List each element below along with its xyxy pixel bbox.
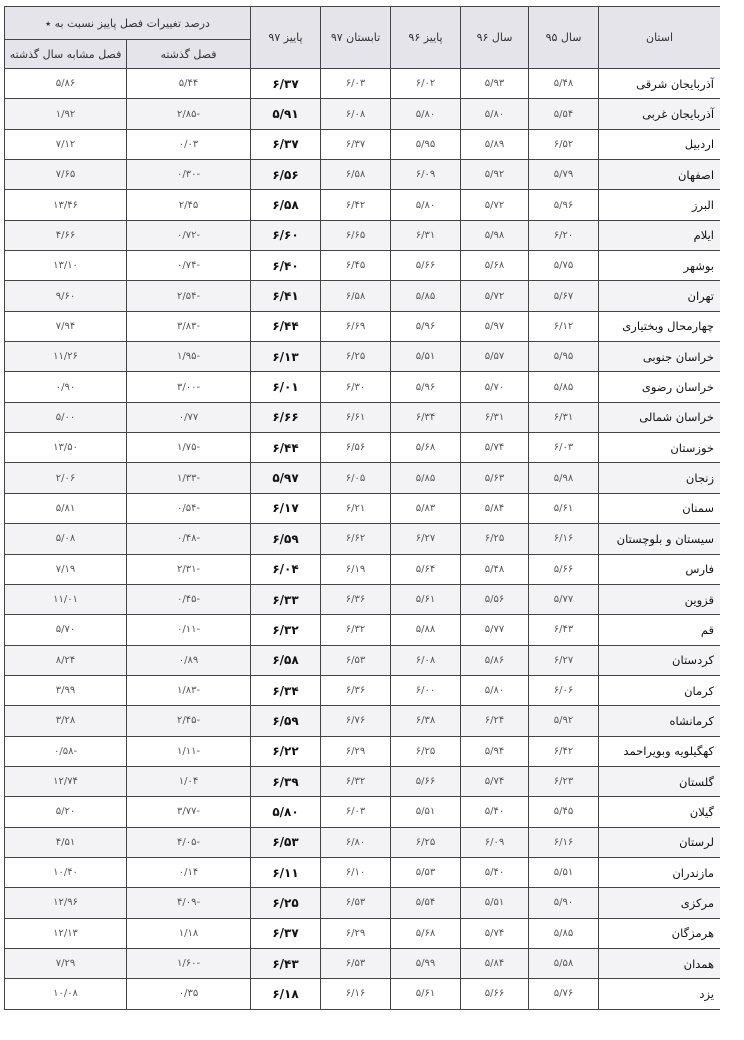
cell-autumn-96: ۵/۸۰: [391, 190, 461, 220]
cell-autumn-97: ۶/۴۴: [251, 311, 321, 341]
cell-summer-97: ۶/۵۸: [321, 281, 391, 311]
table-row: [5, 69, 721, 99]
cell-change-prev-season: -۴/۰۵: [127, 827, 251, 857]
cell-year-95: ۵/۵۴: [529, 99, 599, 129]
table-row: [5, 129, 721, 159]
cell-province: هرمزگان: [599, 918, 720, 948]
table-row: [5, 736, 721, 766]
cell-autumn-97: ۶/۱۳: [251, 342, 321, 372]
cell-change-prev-season: -۳/۰۰: [127, 372, 251, 402]
cell-year-95: ۵/۵۸: [529, 948, 599, 978]
cell-change-same-season: ۱/۹۲: [5, 99, 127, 129]
cell-autumn-97: ۶/۳۴: [251, 675, 321, 705]
table-row: [5, 281, 721, 311]
cell-autumn-96: ۵/۸۰: [391, 99, 461, 129]
cell-year-95: ۶/۰۶: [529, 675, 599, 705]
cell-change-prev-season: -۰/۷۲: [127, 220, 251, 250]
cell-summer-97: ۶/۶۵: [321, 220, 391, 250]
cell-province: گلستان: [599, 766, 720, 796]
cell-autumn-96: ۶/۰۹: [391, 160, 461, 190]
cell-change-same-season: ۱۳/۱۰: [5, 251, 127, 281]
cell-autumn-97: ۶/۵۶: [251, 160, 321, 190]
cell-year-96: ۵/۶۶: [461, 979, 529, 1009]
cell-province: چهارمحال وبختیاری: [599, 311, 720, 341]
cell-autumn-96: ۶/۳۱: [391, 220, 461, 250]
cell-change-prev-season: -۲/۵۴: [127, 281, 251, 311]
province-stats-table: [4, 6, 720, 1010]
cell-change-same-season: ۴/۵۱: [5, 827, 127, 857]
cell-province: کهگیلویه وبویراحمد: [599, 736, 720, 766]
table-row: [5, 190, 721, 220]
cell-change-same-season: ۷/۱۲: [5, 129, 127, 159]
cell-province: مرکزی: [599, 888, 720, 918]
cell-change-prev-season: ۱/۰۴: [127, 766, 251, 796]
cell-summer-97: ۶/۲۹: [321, 736, 391, 766]
cell-province: کرمانشاه: [599, 706, 720, 736]
table-row: [5, 311, 721, 341]
cell-year-96: ۵/۷۴: [461, 766, 529, 796]
cell-year-95: ۵/۸۵: [529, 372, 599, 402]
cell-autumn-97: ۶/۵۹: [251, 706, 321, 736]
cell-year-95: ۵/۶۶: [529, 554, 599, 584]
cell-autumn-97: ۶/۶۶: [251, 402, 321, 432]
cell-change-prev-season: -۱/۶۰: [127, 948, 251, 978]
table-row: [5, 706, 721, 736]
cell-autumn-97: ۶/۱۸: [251, 979, 321, 1009]
header-autumn-96: پاییز ۹۶: [391, 7, 461, 69]
cell-autumn-97: ۶/۵۸: [251, 190, 321, 220]
cell-autumn-97: ۶/۰۱: [251, 372, 321, 402]
cell-year-95: ۵/۶۷: [529, 281, 599, 311]
cell-summer-97: ۶/۳۲: [321, 766, 391, 796]
cell-change-prev-season: -۰/۷۴: [127, 251, 251, 281]
cell-autumn-97: ۶/۵۳: [251, 827, 321, 857]
cell-year-95: ۶/۴۳: [529, 615, 599, 645]
cell-year-96: ۶/۰۹: [461, 827, 529, 857]
table-row: [5, 857, 721, 887]
cell-autumn-97: ۶/۶۰: [251, 220, 321, 250]
cell-year-95: ۵/۹۸: [529, 463, 599, 493]
cell-summer-97: ۶/۳۶: [321, 675, 391, 705]
cell-change-same-season: ۳/۹۹: [5, 675, 127, 705]
cell-year-95: ۶/۲۷: [529, 645, 599, 675]
table-body: [5, 69, 721, 1010]
cell-province: اصفهان: [599, 160, 720, 190]
cell-summer-97: ۶/۳۲: [321, 615, 391, 645]
cell-year-95: ۶/۴۲: [529, 736, 599, 766]
cell-year-95: ۵/۹۶: [529, 190, 599, 220]
cell-change-same-season: ۱۰/۴۰: [5, 857, 127, 887]
cell-summer-97: ۶/۵۳: [321, 645, 391, 675]
cell-summer-97: ۶/۰۸: [321, 99, 391, 129]
cell-autumn-96: ۵/۹۹: [391, 948, 461, 978]
cell-autumn-97: ۶/۳۷: [251, 129, 321, 159]
cell-autumn-96: ۵/۹۶: [391, 372, 461, 402]
table-row: [5, 584, 721, 614]
cell-autumn-96: ۵/۵۱: [391, 797, 461, 827]
header-year-95: سال ۹۵: [529, 7, 599, 69]
cell-autumn-97: ۶/۲۲: [251, 736, 321, 766]
cell-province: خراسان شمالی: [599, 402, 720, 432]
cell-summer-97: ۶/۶۱: [321, 402, 391, 432]
table-row: [5, 948, 721, 978]
cell-summer-97: ۶/۲۹: [321, 918, 391, 948]
cell-autumn-97: ۶/۴۰: [251, 251, 321, 281]
cell-autumn-96: ۶/۳۸: [391, 706, 461, 736]
cell-summer-97: ۶/۲۵: [321, 342, 391, 372]
cell-autumn-97: ۶/۰۴: [251, 554, 321, 584]
cell-change-same-season: ۷/۲۹: [5, 948, 127, 978]
cell-province: سیستان و بلوچستان: [599, 524, 720, 554]
cell-province: یزد: [599, 979, 720, 1009]
cell-province: بوشهر: [599, 251, 720, 281]
table-row: [5, 918, 721, 948]
cell-change-same-season: ۵/۸۱: [5, 493, 127, 523]
cell-year-95: ۶/۱۶: [529, 827, 599, 857]
cell-change-same-season: ۲/۰۶: [5, 463, 127, 493]
cell-year-95: ۵/۴۸: [529, 69, 599, 99]
header-autumn-97: پاییز ۹۷: [251, 7, 321, 69]
cell-province: البرز: [599, 190, 720, 220]
table-row: [5, 433, 721, 463]
cell-province: گیلان: [599, 797, 720, 827]
cell-change-same-season: -۰/۵۸: [5, 736, 127, 766]
cell-year-96: ۵/۷۲: [461, 281, 529, 311]
cell-year-95: ۵/۷۵: [529, 251, 599, 281]
cell-change-same-season: ۰/۹۰: [5, 372, 127, 402]
cell-change-same-season: ۴/۶۶: [5, 220, 127, 250]
cell-change-prev-season: ۱/۱۸: [127, 918, 251, 948]
cell-change-same-season: ۱۳/۵۰: [5, 433, 127, 463]
cell-change-same-season: ۱۲/۹۶: [5, 888, 127, 918]
cell-change-same-season: ۵/۰۰: [5, 402, 127, 432]
cell-autumn-96: ۵/۶۶: [391, 766, 461, 796]
cell-year-96: ۶/۲۴: [461, 706, 529, 736]
table-row: [5, 220, 721, 250]
cell-autumn-96: ۵/۵۱: [391, 342, 461, 372]
cell-year-95: ۵/۴۵: [529, 797, 599, 827]
table-row: [5, 99, 721, 129]
table-row: [5, 615, 721, 645]
cell-change-same-season: ۱۱/۲۶: [5, 342, 127, 372]
header-year-96: سال ۹۶: [461, 7, 529, 69]
cell-autumn-97: ۶/۱۷: [251, 493, 321, 523]
table-row: [5, 888, 721, 918]
cell-change-prev-season: -۲/۳۱: [127, 554, 251, 584]
cell-change-same-season: ۱۲/۱۳: [5, 918, 127, 948]
table-row: [5, 463, 721, 493]
cell-change-same-season: ۳/۲۸: [5, 706, 127, 736]
cell-autumn-96: ۵/۶۴: [391, 554, 461, 584]
cell-change-prev-season: ۲/۴۵: [127, 190, 251, 220]
cell-year-96: ۶/۲۵: [461, 524, 529, 554]
cell-year-96: ۵/۵۱: [461, 888, 529, 918]
cell-summer-97: ۶/۰۵: [321, 463, 391, 493]
cell-change-same-season: ۱۳/۴۶: [5, 190, 127, 220]
cell-autumn-96: ۶/۰۸: [391, 645, 461, 675]
cell-change-prev-season: ۰/۳۵: [127, 979, 251, 1009]
cell-change-prev-season: -۴/۰۹: [127, 888, 251, 918]
cell-province: قم: [599, 615, 720, 645]
cell-autumn-96: ۶/۳۴: [391, 402, 461, 432]
cell-year-96: ۵/۴۰: [461, 857, 529, 887]
table-row: [5, 675, 721, 705]
table-row: [5, 979, 721, 1009]
cell-autumn-97: ۶/۴۴: [251, 433, 321, 463]
cell-province: آذربایجان غربی: [599, 99, 720, 129]
cell-year-95: ۶/۱۶: [529, 524, 599, 554]
cell-province: لرستان: [599, 827, 720, 857]
cell-autumn-97: ۶/۱۱: [251, 857, 321, 887]
cell-year-95: ۶/۲۰: [529, 220, 599, 250]
cell-summer-97: ۶/۵۶: [321, 433, 391, 463]
cell-change-prev-season: -۰/۴۵: [127, 584, 251, 614]
table-row: [5, 372, 721, 402]
cell-autumn-97: ۶/۳۲: [251, 615, 321, 645]
cell-change-same-season: ۷/۱۹: [5, 554, 127, 584]
cell-year-96: ۵/۸۰: [461, 99, 529, 129]
table-row: [5, 493, 721, 523]
cell-change-prev-season: -۳/۸۳: [127, 311, 251, 341]
cell-year-96: ۵/۷۲: [461, 190, 529, 220]
cell-year-96: ۵/۷۷: [461, 615, 529, 645]
cell-summer-97: ۶/۷۶: [321, 706, 391, 736]
cell-summer-97: ۶/۳۶: [321, 584, 391, 614]
cell-summer-97: ۶/۵۸: [321, 160, 391, 190]
cell-year-95: ۵/۷۹: [529, 160, 599, 190]
cell-year-96: ۵/۹۷: [461, 311, 529, 341]
cell-change-same-season: ۱۰/۰۸: [5, 979, 127, 1009]
cell-autumn-96: ۵/۸۵: [391, 463, 461, 493]
cell-year-96: ۵/۶۸: [461, 251, 529, 281]
cell-autumn-96: ۵/۹۵: [391, 129, 461, 159]
cell-change-same-season: ۵/۸۶: [5, 69, 127, 99]
cell-change-prev-season: -۰/۴۸: [127, 524, 251, 554]
cell-summer-97: ۶/۱۶: [321, 979, 391, 1009]
cell-year-95: ۵/۵۱: [529, 857, 599, 887]
cell-change-prev-season: ۰/۱۴: [127, 857, 251, 887]
cell-year-95: ۵/۷۷: [529, 584, 599, 614]
cell-autumn-96: ۶/۲۷: [391, 524, 461, 554]
cell-province: سمنان: [599, 493, 720, 523]
cell-year-95: ۶/۵۲: [529, 129, 599, 159]
table-row: [5, 766, 721, 796]
cell-year-96: ۵/۷۴: [461, 918, 529, 948]
header-same-season-last-year: فصل مشابه سال گذشته: [5, 40, 127, 69]
cell-province: زنجان: [599, 463, 720, 493]
cell-change-prev-season: -۱/۱۱: [127, 736, 251, 766]
cell-summer-97: ۶/۰۳: [321, 69, 391, 99]
cell-year-96: ۵/۸۰: [461, 675, 529, 705]
cell-year-95: ۶/۲۳: [529, 766, 599, 796]
table-row: [5, 251, 721, 281]
cell-change-prev-season: -۱/۳۳: [127, 463, 251, 493]
cell-change-prev-season: ۰/۷۷: [127, 402, 251, 432]
cell-province: مازندران: [599, 857, 720, 887]
cell-change-prev-season: ۰/۰۳: [127, 129, 251, 159]
cell-autumn-97: ۶/۲۵: [251, 888, 321, 918]
cell-change-prev-season: -۰/۵۴: [127, 493, 251, 523]
cell-autumn-97: ۵/۹۷: [251, 463, 321, 493]
cell-year-95: ۵/۹۲: [529, 706, 599, 736]
cell-summer-97: ۶/۲۱: [321, 493, 391, 523]
cell-summer-97: ۶/۶۲: [321, 524, 391, 554]
cell-province: تهران: [599, 281, 720, 311]
table-row: [5, 645, 721, 675]
cell-province: کرمان: [599, 675, 720, 705]
cell-autumn-96: ۵/۶۸: [391, 433, 461, 463]
table-row: [5, 342, 721, 372]
cell-year-96: ۵/۷۴: [461, 433, 529, 463]
cell-summer-97: ۶/۵۳: [321, 888, 391, 918]
cell-year-96: ۵/۵۶: [461, 584, 529, 614]
cell-change-prev-season: ۵/۴۴: [127, 69, 251, 99]
cell-summer-97: ۶/۳۰: [321, 372, 391, 402]
table-row: [5, 827, 721, 857]
cell-autumn-96: ۵/۹۶: [391, 311, 461, 341]
cell-change-same-season: ۵/۲۰: [5, 797, 127, 827]
cell-autumn-97: ۶/۵۹: [251, 524, 321, 554]
cell-autumn-96: ۵/۵۳: [391, 857, 461, 887]
cell-change-same-season: ۵/۷۰: [5, 615, 127, 645]
cell-autumn-97: ۶/۴۳: [251, 948, 321, 978]
cell-year-96: ۵/۶۳: [461, 463, 529, 493]
cell-year-95: ۵/۷۶: [529, 979, 599, 1009]
cell-year-95: ۶/۰۳: [529, 433, 599, 463]
cell-year-96: ۵/۹۳: [461, 69, 529, 99]
cell-summer-97: ۶/۵۳: [321, 948, 391, 978]
cell-autumn-96: ۵/۸۳: [391, 493, 461, 523]
cell-year-96: ۵/۴۸: [461, 554, 529, 584]
cell-summer-97: ۶/۳۷: [321, 129, 391, 159]
cell-change-prev-season: -۱/۹۵: [127, 342, 251, 372]
cell-summer-97: ۶/۰۳: [321, 797, 391, 827]
cell-autumn-96: ۵/۸۸: [391, 615, 461, 645]
header-prev-season: فصل گذشته: [127, 40, 251, 69]
cell-change-prev-season: -۱/۷۵: [127, 433, 251, 463]
cell-change-prev-season: -۲/۴۵: [127, 706, 251, 736]
cell-autumn-96: ۵/۶۱: [391, 584, 461, 614]
cell-change-same-season: ۵/۰۸: [5, 524, 127, 554]
cell-autumn-96: ۵/۵۴: [391, 888, 461, 918]
table-header: [5, 7, 721, 69]
cell-autumn-96: ۶/۰۰: [391, 675, 461, 705]
cell-autumn-97: ۶/۴۱: [251, 281, 321, 311]
header-province: استان: [599, 7, 720, 69]
cell-year-96: ۵/۷۰: [461, 372, 529, 402]
cell-change-same-season: ۱۱/۰۱: [5, 584, 127, 614]
cell-autumn-96: ۵/۶۸: [391, 918, 461, 948]
cell-summer-97: ۶/۱۹: [321, 554, 391, 584]
cell-change-prev-season: -۰/۱۱: [127, 615, 251, 645]
cell-change-prev-season: -۳/۷۷: [127, 797, 251, 827]
cell-autumn-97: ۵/۹۱: [251, 99, 321, 129]
cell-change-same-season: ۹/۶۰: [5, 281, 127, 311]
cell-year-96: ۵/۸۶: [461, 645, 529, 675]
cell-province: فارس: [599, 554, 720, 584]
cell-change-prev-season: -۲/۸۵: [127, 99, 251, 129]
cell-province: اردبیل: [599, 129, 720, 159]
cell-year-96: ۶/۳۱: [461, 402, 529, 432]
table-row: [5, 797, 721, 827]
cell-province: خوزستان: [599, 433, 720, 463]
table-row: [5, 160, 721, 190]
cell-autumn-97: ۶/۳۳: [251, 584, 321, 614]
table-row: [5, 402, 721, 432]
cell-year-96: ۵/۸۹: [461, 129, 529, 159]
table-row: [5, 554, 721, 584]
cell-change-prev-season: ۰/۸۹: [127, 645, 251, 675]
cell-year-95: ۵/۶۱: [529, 493, 599, 523]
cell-summer-97: ۶/۴۲: [321, 190, 391, 220]
header-summer-97: تابستان ۹۷: [321, 7, 391, 69]
cell-autumn-97: ۶/۳۷: [251, 69, 321, 99]
cell-summer-97: ۶/۸۰: [321, 827, 391, 857]
cell-change-same-season: ۷/۹۴: [5, 311, 127, 341]
cell-year-95: ۵/۹۵: [529, 342, 599, 372]
cell-autumn-96: ۵/۸۵: [391, 281, 461, 311]
cell-change-prev-season: -۰/۳۰: [127, 160, 251, 190]
header-change-group: درصد تغییرات فصل پاییز نسبت به ٭: [5, 7, 251, 40]
cell-autumn-97: ۶/۳۹: [251, 766, 321, 796]
cell-year-96: ۵/۸۴: [461, 948, 529, 978]
cell-change-same-season: ۸/۲۴: [5, 645, 127, 675]
cell-year-96: ۵/۴۰: [461, 797, 529, 827]
cell-year-95: ۶/۱۲: [529, 311, 599, 341]
cell-province: ایلام: [599, 220, 720, 250]
cell-province: همدان: [599, 948, 720, 978]
cell-change-same-season: ۱۲/۷۴: [5, 766, 127, 796]
cell-year-96: ۵/۹۸: [461, 220, 529, 250]
cell-autumn-96: ۶/۲۵: [391, 827, 461, 857]
cell-autumn-96: ۶/۲۵: [391, 736, 461, 766]
cell-autumn-96: ۵/۶۱: [391, 979, 461, 1009]
cell-autumn-96: ۶/۰۲: [391, 69, 461, 99]
cell-year-95: ۵/۸۵: [529, 918, 599, 948]
cell-province: خراسان رضوی: [599, 372, 720, 402]
cell-autumn-97: ۶/۳۷: [251, 918, 321, 948]
cell-autumn-97: ۶/۵۸: [251, 645, 321, 675]
cell-summer-97: ۶/۱۰: [321, 857, 391, 887]
cell-summer-97: ۶/۶۹: [321, 311, 391, 341]
cell-year-95: ۶/۳۱: [529, 402, 599, 432]
cell-year-96: ۵/۹۲: [461, 160, 529, 190]
cell-province: کردستان: [599, 645, 720, 675]
cell-change-prev-season: -۱/۸۳: [127, 675, 251, 705]
cell-province: قزوین: [599, 584, 720, 614]
cell-province: خراسان جنوبی: [599, 342, 720, 372]
cell-year-96: ۵/۵۷: [461, 342, 529, 372]
cell-autumn-96: ۵/۶۶: [391, 251, 461, 281]
table-container: [4, 6, 720, 1040]
cell-autumn-97: ۵/۸۰: [251, 797, 321, 827]
cell-summer-97: ۶/۴۵: [321, 251, 391, 281]
cell-change-same-season: ۷/۶۵: [5, 160, 127, 190]
cell-year-95: ۵/۹۰: [529, 888, 599, 918]
cell-year-96: ۵/۸۴: [461, 493, 529, 523]
table-row: [5, 524, 721, 554]
cell-province: آذربایجان شرقی: [599, 69, 720, 99]
cell-year-96: ۵/۹۴: [461, 736, 529, 766]
